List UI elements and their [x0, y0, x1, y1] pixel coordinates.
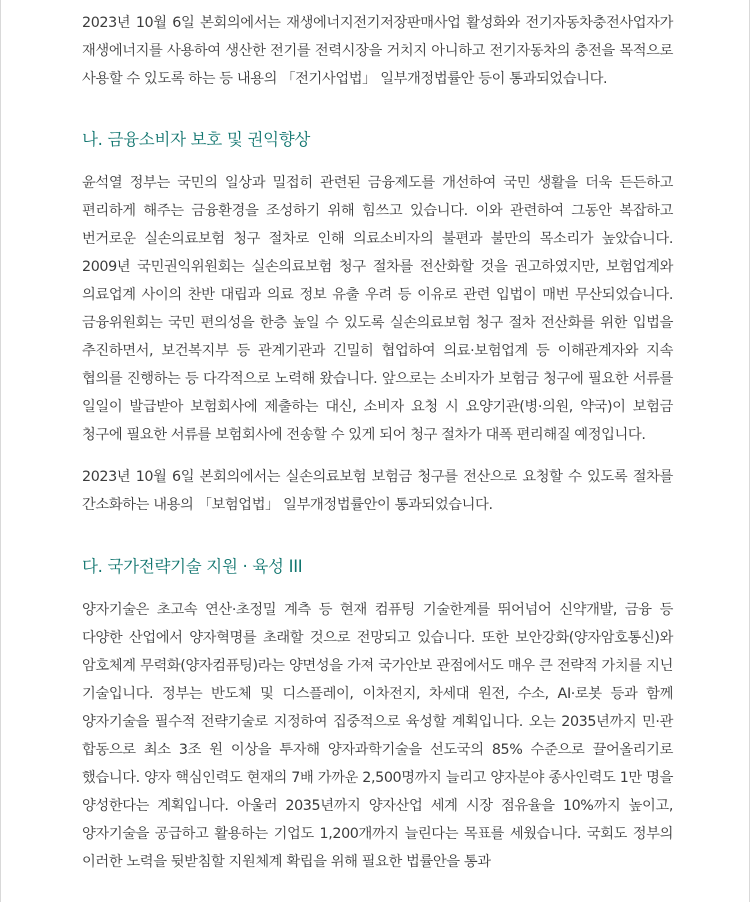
consumer-protection-paragraph-1: 윤석열 정부는 국민의 일상과 밀접히 관련된 금융제도를 개선하여 국민 생활을 더욱 든든하고 편리하게 해주는 금융환경을 조성하기 위해 힘쓰고 있습니다. 이와 관련하여 그동안 복잡하고 번거로운 실손의료보험 청구 절차로 인해 의료소비자의 불편과 불만의 목소리가 높았습니다. 2009년 국민권익위원회는 실손의료보험 청구 절차를 전산화할 것을 권고하였지만, 보험업계와 의료업계 사이의 찬반 대립과 의료 정보 유출 우려 등 이유로 관련 입법이 매번 무산되었습니다. 금융위원회는 국민 편의성을 한층 높일 수 있도록 실손의료보험 청구 절차 전산화를 위한 입법을 추진하면서, 보건복지부 등 관계기관과 긴밀히 협업하여 의료·보험업계 등 이해관계자와 지속 협의를 진행하는 등 다각적으로 노력해 왔습니다. 앞으로는 소비자가 보험금 청구에 필요한 서류를 일일이 발급받아 보험회사에 제출하는 대신, 소비자 요청 시 요양기관(병·의원, 약국)이 보험금 청구에 필요한 서류를 보험회사에 전송할 수 있게 되어 청구 절차가 대폭 편리해질 예정입니다.: [82, 175, 673, 443]
consumer-protection-paragraph-2: 2023년 10월 6일 본회의에서는 실손의료보험 보험금 청구를 전산으로 요청할 수 있도록 절차를 간소화하는 내용의 「보험업법」 일부개정법률안이 통과되었습니다.: [82, 469, 673, 513]
intro-paragraph: 2023년 10월 6일 본회의에서는 재생에너지전기저장판매사업 활성화와 전기자동차충전사업자가 재생에너지를 사용하여 생산한 전기를 전력시장을 거치지 아니하고 전기자동차의 충전을 목적으로 사용할 수 있도록 하는 등 내용의 「전기사업법」 일부개정법률안 등이 통과되었습니다.: [82, 15, 673, 87]
document-content: [82, 9, 673, 876]
section-heading-consumer-protection: 나. 금융소비자 보호 및 권익향상: [82, 130, 311, 149]
strategic-technology-paragraph: 양자기술은 초고속 연산·초정밀 계측 등 현재 컴퓨팅 기술한계를 뛰어넘어 신약개발, 금융 등 다양한 산업에서 양자혁명를 초래할 것으로 전망되고 있습니다. 또한 보안강화(양자암호통신)와 암호체계 무력화(양자컴퓨팅)라는 양면성을 가져 국가안보 관점에서도 매우 큰 전략적 가치를 지닌 기술입니다. 정부는 반도체 및 디스플레이, 이차전지, 차세대 원전, 수소, AI·로봇 등과 함께 양자기술을 필수적 전략기술로 지정하여 집중적으로 육성할 계획입니다. 오는 2035년까지 민·관 합동으로 최소 3조 원 이상을 투자해 양자과학기술을 선도국의 85% 수준으로 끌어올리기로 했습니다. 양자 핵심인력도 현재의 7배 가까운 2,500명까지 늘리고 양자분야 종사인력도 1만 명을 양성한다는 계획입니다. 아울러 2035년까지 양자산업 세계 시장 점유율을 10%까지 높이고, 양자기술을 공급하고 활용하는 기업도 1,200개까지 늘린다는 목표를 세웠습니다. 국회도 정부의 이러한 노력을 뒷받침할 지원체계 확립을 위해 필요한 법률안을 통과: [82, 602, 673, 870]
section-heading-strategic-technology: 다. 국가전략기술 지원 · 육성 III: [82, 557, 303, 576]
